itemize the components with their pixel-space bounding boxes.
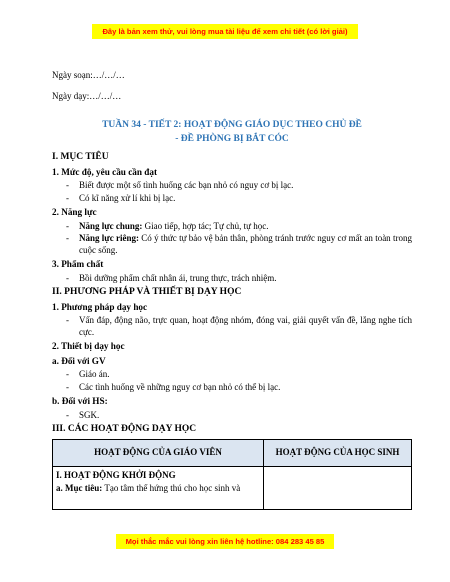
lesson-title-line2: - ĐỀ PHÒNG BỊ BẮT CÓC: [175, 134, 289, 144]
list-item: - SGK.: [66, 410, 412, 422]
table-row: [53, 466, 412, 509]
section-methods: II. PHƯƠNG PHÁP VÀ THIẾT BỊ DẠY HỌC: [52, 287, 242, 297]
student-equipment-heading: b. Đối với HS:: [52, 396, 108, 406]
teacher-equipment-list: [52, 369, 412, 393]
specific-competence-label: Năng lực riêng:: [79, 233, 139, 243]
date-prepared: Ngày soạn:…/…/…: [52, 70, 125, 80]
general-competence-label: Năng lực chung:: [79, 220, 143, 231]
lesson-plan: [52, 70, 412, 510]
subsection-competence: 2. Năng lực: [52, 207, 97, 217]
section-activities: III. CÁC HOẠT ĐỘNG DẠY HỌC: [52, 424, 197, 434]
column-teacher: HOẠT ĐỘNG CỦA GIÁO VIÊN: [53, 439, 264, 466]
list-item: [66, 233, 412, 256]
subsection-equipment: 2. Thiết bị dạy học: [52, 341, 125, 351]
section-objectives: I. MỤC TIÊU: [52, 152, 109, 162]
subsection-qualities: 3. Phẩm chất: [52, 259, 104, 269]
list-item: - Giáo án.: [66, 369, 412, 381]
activity-objective: [56, 483, 260, 495]
list-item: - Các tình huống về những nguy cơ bạn nhỏ có thể bị lạc.: [66, 382, 412, 394]
list-item: - Bồi dưỡng phẩm chất nhân ái, trung thực, trách nhiệm.: [66, 273, 412, 285]
list-item: - Có kĩ năng xử lí khi bị lạc.: [66, 193, 412, 205]
student-equipment-list: [52, 410, 412, 422]
competence-list: [52, 221, 412, 257]
list-item: - Biết được một số tình huống các bạn nhỏ có nguy cơ bị lạc.: [66, 180, 412, 192]
activity-heading: I. HOẠT ĐỘNG KHỞI ĐỘNG: [56, 469, 176, 480]
list-item: [66, 221, 412, 233]
qualities-list: [52, 273, 412, 285]
teacher-equipment-heading: a. Đối với GV: [52, 355, 106, 366]
requirements-list: [52, 180, 412, 204]
list-item: - Vấn đáp, động não, trực quan, hoạt động nhóm, đóng vai, giải quyết vấn đề, lắng nghe tích cực.: [66, 315, 412, 338]
subsection-teaching-methods: 1. Phương pháp dạy học: [52, 301, 148, 312]
student-cell: [264, 466, 412, 509]
teacher-cell: [53, 466, 264, 509]
lesson-title-line1: TUẦN 34 - TIẾT 2: HOẠT ĐỘNG GIÁO DỤC THEO CHỦ ĐỀ: [102, 120, 362, 130]
column-student: HOẠT ĐỘNG CỦA HỌC SINH: [264, 439, 412, 466]
subsection-requirements: 1. Mức độ, yêu cầu cần đạt: [52, 166, 158, 177]
date-taught: Ngày dạy:…/…/…: [52, 90, 122, 101]
methods-list: [52, 315, 412, 338]
objective-text: Tạo tâm thế hứng thú cho học sinh và: [102, 483, 241, 493]
lesson-title: [52, 118, 412, 146]
hotline-banner: Mọi thắc mắc vui lòng xin liên hệ hotline: 084 283 45 85: [116, 534, 334, 549]
table-header-row: [53, 439, 412, 466]
general-competence-text: Giao tiếp, hợp tác; Tự chủ, tự học.: [142, 220, 269, 231]
preview-banner: Đây là bản xem thử, vui lòng mua tài liệu để xem chi tiết (có lời giải): [92, 24, 358, 39]
specific-competence-text: Có ý thức tự bảo vệ bản thân, phòng tránh trước nguy cơ mất an toàn trong cuộc sống.: [79, 233, 412, 255]
activities-table: [52, 439, 412, 510]
objective-label: a. Mục tiêu:: [56, 483, 103, 493]
